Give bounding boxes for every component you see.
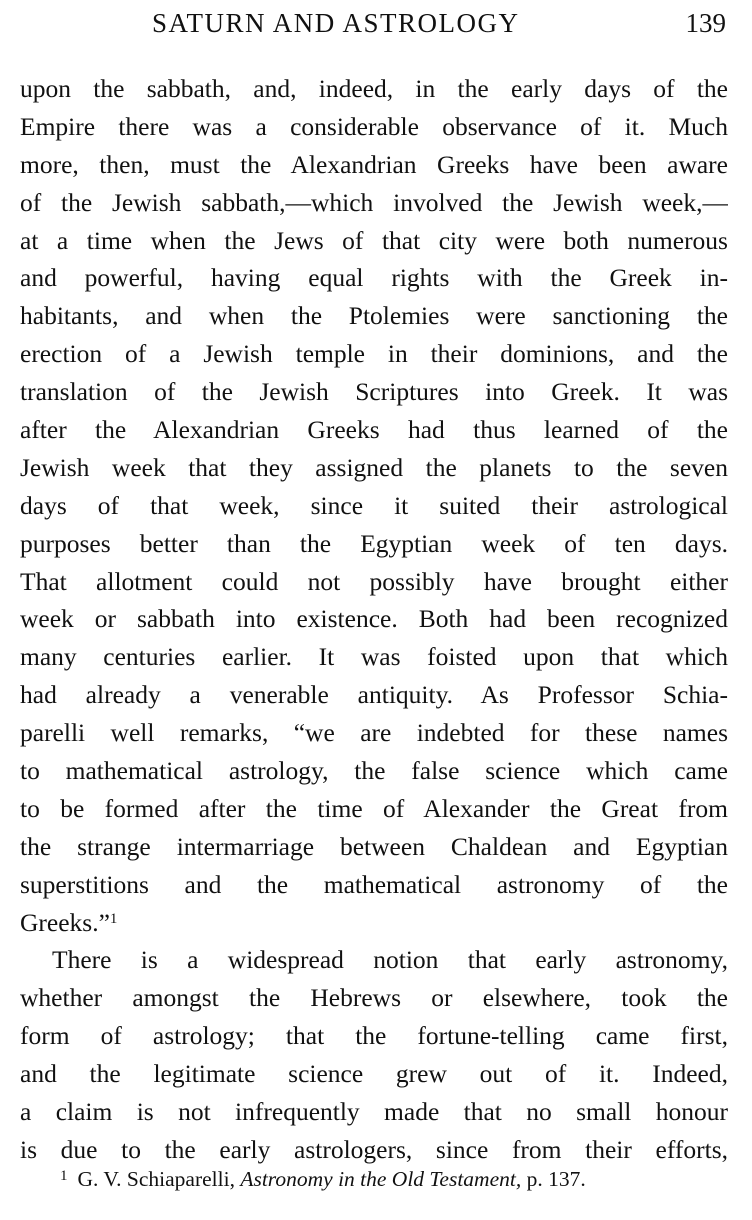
text-line: whether amongst the Hebrews or elsewhere, took the (20, 983, 728, 1013)
page-header (0, 8, 752, 44)
text-line: That allotment could not possibly have brought either (20, 566, 728, 596)
text-line: more, then, must the Alexandrian Greeks have been aware (20, 149, 728, 179)
text-line: upon the sabbath, and, indeed, in the early days of the (20, 74, 728, 103)
text-line: to be formed after the time of Alexander the Great from (20, 793, 728, 823)
text-line: week or sabbath into existence. Both had been recognized (20, 604, 728, 634)
text-line: at a time when the Jews of that city were both numerous (20, 225, 728, 255)
page-number: 139 (685, 8, 726, 38)
text-line: form of astrology; that the fortune-telling came first, (20, 1021, 728, 1051)
text-line-indented: There is a widespread notion that early astronomy, (52, 945, 728, 975)
text-line: parelli well remarks, “we are indebted for these names (20, 718, 728, 748)
text-line: and powerful, having equal rights with the Greek in- (20, 263, 728, 293)
text-line: many centuries earlier. It was foisted upon that which (20, 642, 728, 672)
text-line: superstitions and the mathematical astronomy of the (20, 869, 728, 899)
footnote (60, 1167, 586, 1192)
footnote-reference[interactable]: 1 (109, 910, 118, 927)
footnote-title: Astronomy in the Old Testament, (240, 1167, 522, 1191)
text-line: a claim is not infrequently made that no small honour (20, 1097, 728, 1127)
text-line-content: Greeks.” (20, 907, 110, 937)
text-line: of the Jewish sabbath,—which involved the Jewish week,— (20, 187, 728, 217)
text-line: erection of a Jewish temple in their dominions, and the (20, 339, 728, 369)
text-line: to mathematical astrology, the false science which came (20, 756, 728, 786)
text-line: habitants, and when the Ptolemies were sanctioning the (20, 301, 728, 331)
text-line: after the Alexandrian Greeks had thus learned of the (20, 415, 728, 445)
text-line: had already a venerable antiquity. As Professor Schia- (20, 680, 728, 710)
paragraph-2 (20, 941, 728, 1168)
running-title: SATURN AND ASTROLOGY (152, 8, 520, 38)
paragraph-1 (20, 70, 728, 941)
text-line: is due to the early astrologers, since from their efforts, (20, 1134, 728, 1164)
text-line: and the legitimate science grew out of it. Indeed, (20, 1059, 728, 1089)
footnote-page-ref: p. 137. (526, 1167, 586, 1191)
text-line: translation of the Jewish Scriptures into Greek. It was (20, 377, 728, 407)
text-line: Empire there was a considerable observance of it. Much (20, 111, 728, 141)
text-line-last (20, 904, 728, 942)
footnote-author: G. V. Schiaparelli, (77, 1167, 235, 1191)
text-line: purposes better than the Egyptian week of ten days. (20, 528, 728, 558)
footnote-mark: 1 (60, 1168, 68, 1184)
text-line: Jewish week that they assigned the planets to the seven (20, 452, 728, 482)
body-text (20, 70, 728, 1169)
text-line: days of that week, since it suited their astrological (20, 490, 728, 520)
text-line: the strange intermarriage between Chaldean and Egyptian (20, 831, 728, 861)
